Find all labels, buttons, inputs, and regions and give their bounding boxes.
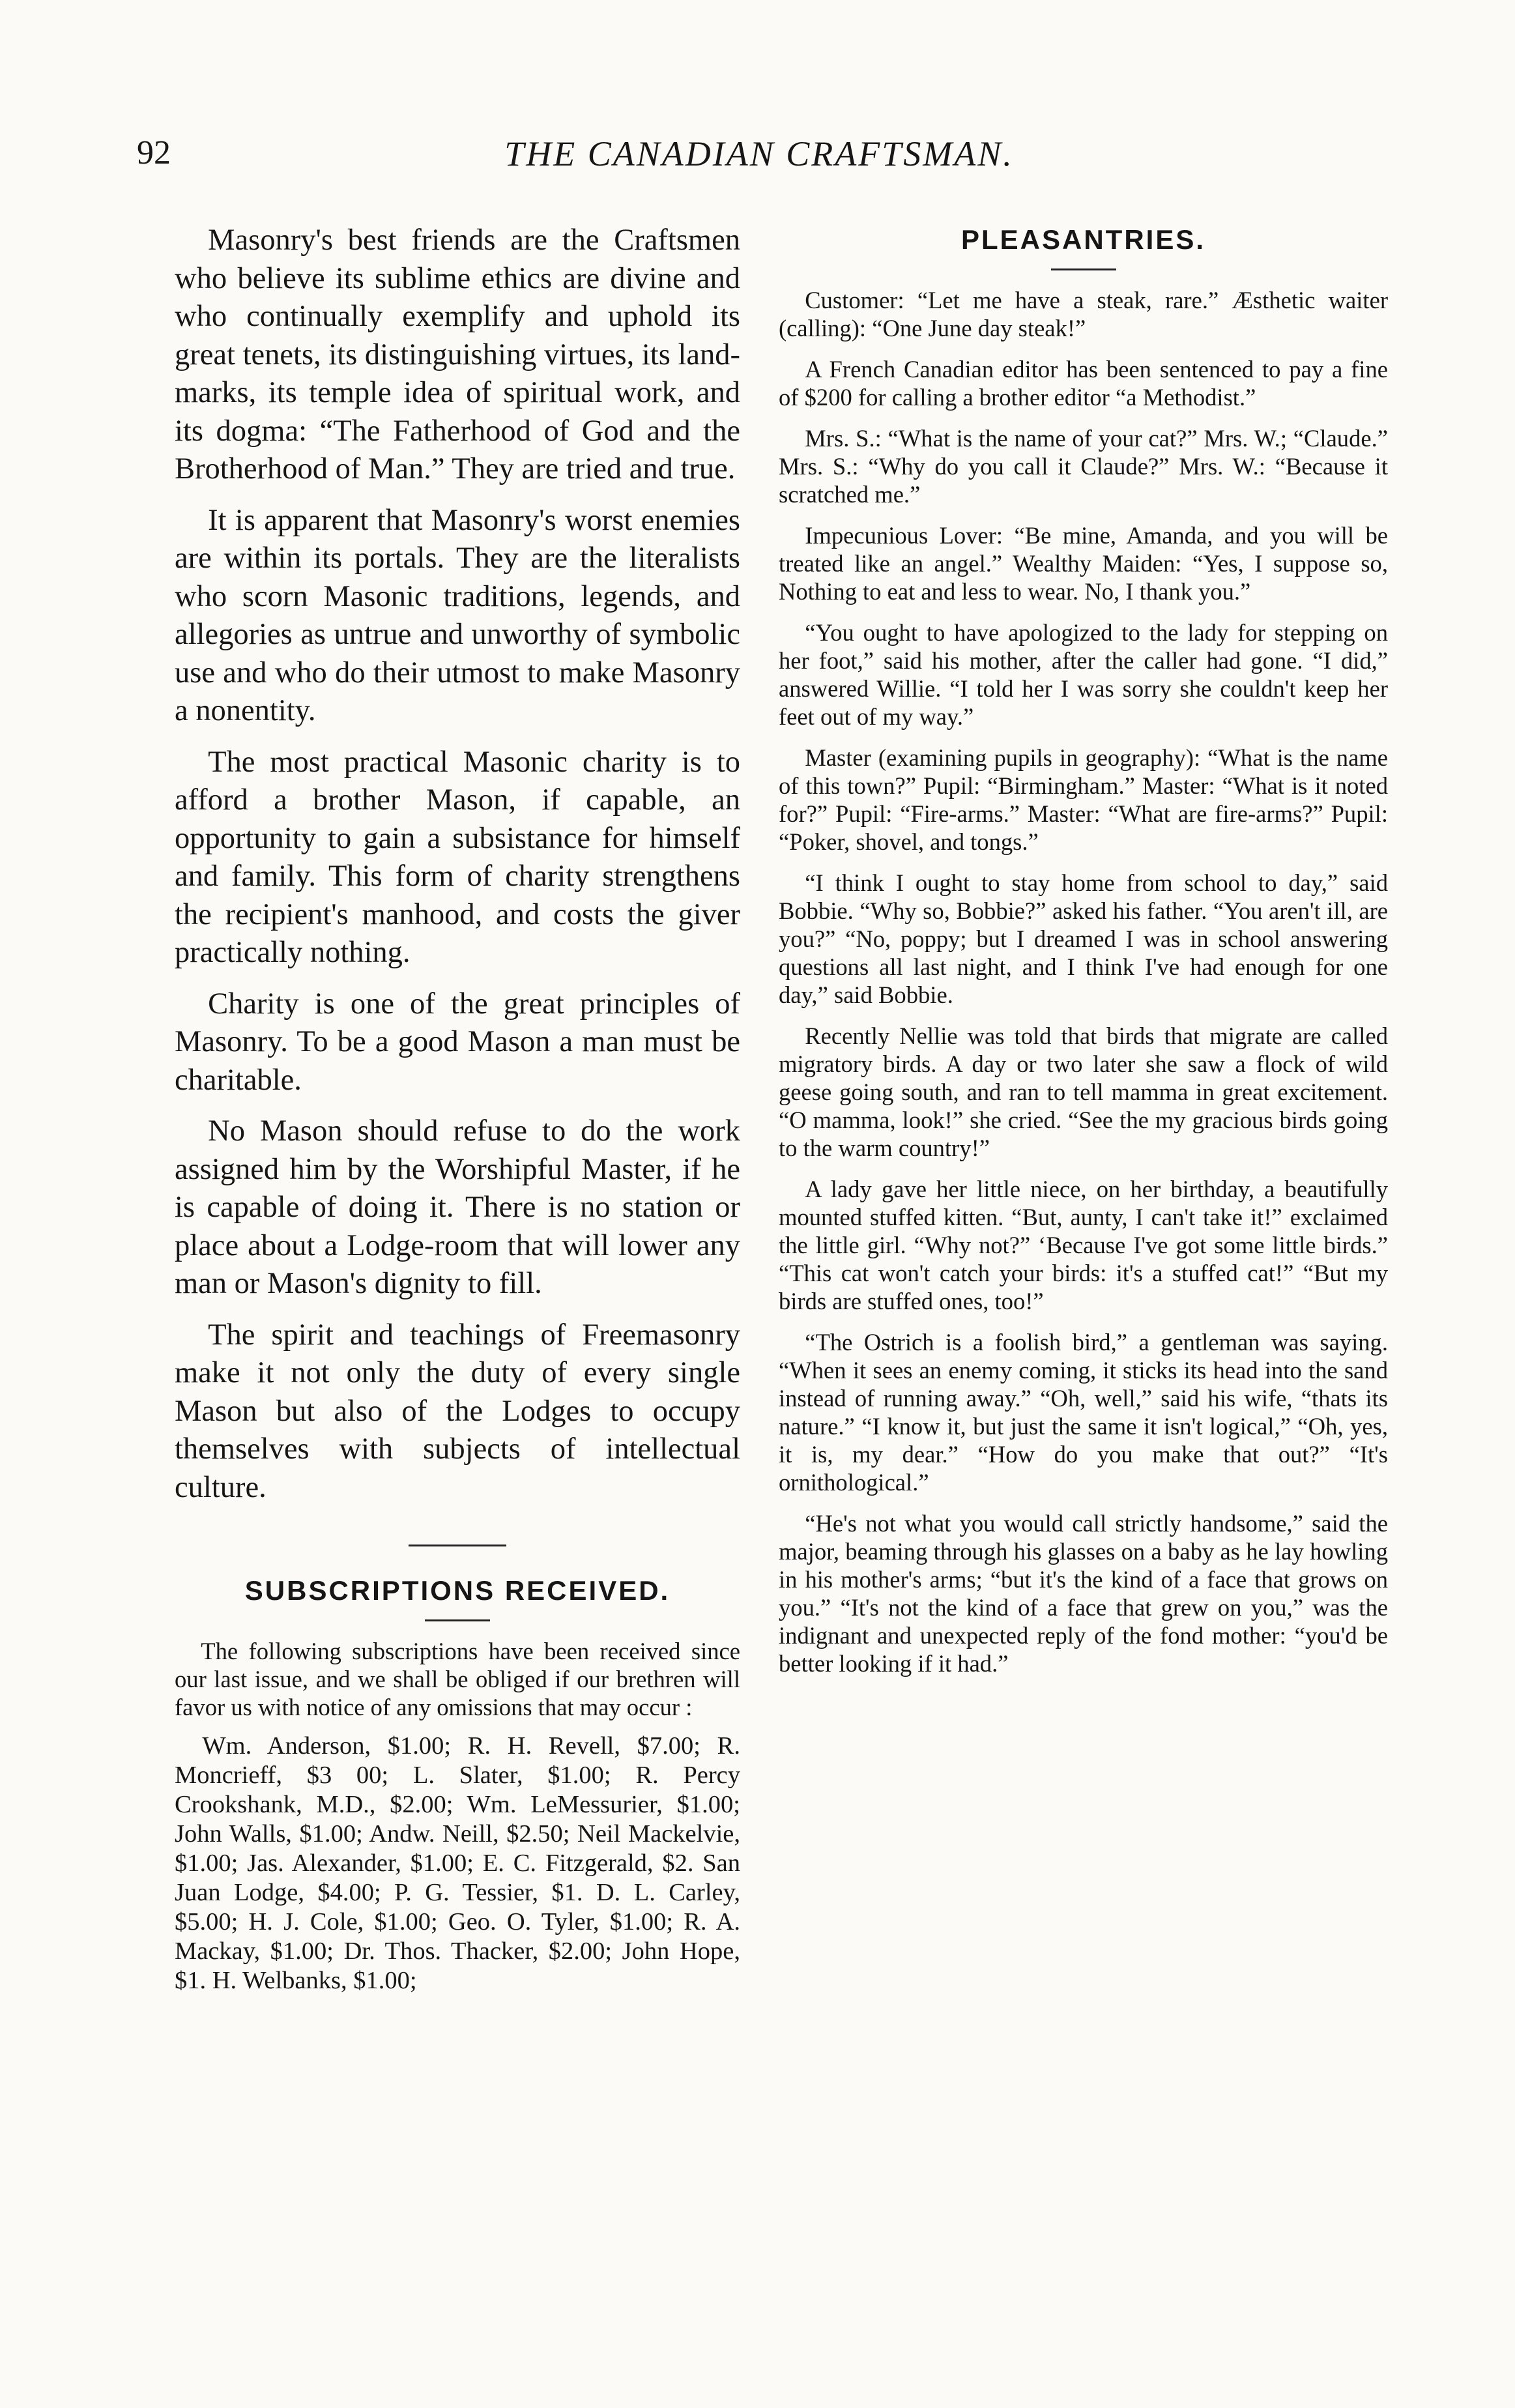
joke-paragraph: “He's not what you would call strictly handsome,” said the major, beaming through his glasses on a baby as he lay howling in his mother's arms; “but it's the kind of a face that grows on you.” “It's not the kind of a face that grew on you,” was the indignant and unexpected reply of the fond mother: “you'd be better looking if it had.”	[779, 1510, 1388, 1677]
body-paragraph: No Mason should refuse to do the work assigned him by the Worshipful Master, if he is capable of doing it. There is no station or place about a Lodge-room that will lower any man or Mason's dignity to fill.	[175, 1114, 740, 1300]
subscriptions-heading: SUBSCRIPTIONS RECEIVED.	[244, 1575, 671, 1606]
joke-paragraph: A lady gave her little niece, on her birthday, a beautifully mounted stuffed kitten. “But, aunty, I can't take it!” exclaimed the little girl. “Why not?” ‘Because I've got some little birds.” “This cat won't catch your birds: it's a stuffed cat!” “But my birds are stuffed ones, too!”	[779, 1176, 1388, 1314]
page-header	[137, 134, 1381, 192]
subscriptions-intro: The following subscriptions have been received since our last issue, and we shall be obliged if our brethren will favor us with notice of any omissions that may occur :	[175, 1638, 740, 1720]
left-column	[175, 222, 740, 2006]
joke-paragraph: Customer: “Let me have a steak, rare.” Æsthetic waiter (calling): “One June day steak!”	[779, 287, 1388, 341]
joke-paragraph: Impecunious Lover: “Be mine, Amanda, and you will be treated like an angel.” Wealthy Maiden: “Yes, I suppose so, Nothing to eat and less to wear. No, I thank you.”	[779, 522, 1388, 605]
body-paragraph: The most practical Masonic charity is to afford a brother Mason, if capable, an opportunity to gain a subsistance for himself and family. This form of charity strengthens the recipient's manhood, and costs the giver practically nothing.	[175, 745, 740, 969]
body-paragraph: Charity is one of the great principles of Masonry. To be a good Mason a man must be charitable.	[175, 987, 740, 1097]
joke-paragraph: “You ought to have apologized to the lady for stepping on her foot,” said his mother, after the caller had gone. “I did,” answered Willie. “I told her I was sorry she couldn't keep her feet out of my way.”	[779, 619, 1388, 730]
joke-paragraph: Mrs. S.: “What is the name of your cat?” Mrs. W.; “Claude.” Mrs. S.: “Why do you call it Claude?” Mrs. W.: “Because it scratched me.”	[779, 425, 1388, 508]
joke-paragraph: Recently Nellie was told that birds that migrate are called migratory birds. A day or two later she saw a flock of wild geese going south, and ran to tell mamma in great excitement. “O mamma, look!” she cried. “See the my gracious birds going to the warm country!”	[779, 1023, 1388, 1161]
running-title: THE CANADIAN CRAFTSMAN.	[504, 134, 1014, 173]
joke-paragraph: A French Canadian editor has been sentenced to pay a fine of $200 for calling a brother editor “a Methodist.”	[779, 356, 1388, 411]
joke-paragraph: “The Ostrich is a foolish bird,” a gentleman was saying. “When it sees an enemy coming, it sticks its head into the sand instead of running away.” “Oh, well,” said his wife, “thats its nature.” “I know it, but just the same it isn't logical,” “Oh, yes, it is, my dear.” “How do you make that out?” “It's ornithological.”	[779, 1329, 1388, 1496]
body-paragraph: It is apparent that Masonry's worst enemies are within its portals. They are the literalists who scorn Masonic traditions, legends, and allegories as untrue and unworthy of symbolic use and who do their utmost to make Masonry a nonentity.	[175, 503, 740, 727]
pleasantries-heading: PLEASANTRIES.	[960, 224, 1206, 255]
subscriptions-list: Wm. Anderson, $1.00; R. H. Revell, $7.00; R. Moncrieff, $3 00; L. Slater, $1.00; R. Percy Crookshank, M.D., $2.00; Wm. LeMessurier, $1.00; John Walls, $1.00; Andw. Neill, $2.50; Neil Mackelvie, $1.00; Jas. Alexander, $1.00; E. C. Fitzgerald, $2. San Juan Lodge, $4.00; P. G. Tessier, $1. D. L. Carley, $5.00; H. J. Cole, $1.00; Geo. O. Tyler, $1.00; R. A. Mackay, $1.00; Dr. Thos. Thacker, $2.00; John Hope, $1. H. Welbanks, $1.00;	[175, 1732, 740, 1994]
heading-underline	[1051, 268, 1116, 270]
joke-paragraph: “I think I ought to stay home from school to day,” said Bobbie. “Why so, Bobbie?” asked his father. “You aren't ill, are you?” “No, poppy; but I dreamed I was in school answering questions all last night, and I think I've had enough for one day,” said Bobbie.	[779, 869, 1388, 1008]
right-column	[779, 222, 1388, 1690]
heading-underline	[425, 1619, 490, 1621]
section-divider	[409, 1545, 506, 1546]
body-paragraph: Masonry's best friends are the Craftsmen who believe its sublime ethics are divine and who continually exemplify and uphold its great tenets, its distinguishing virtues, its land-marks, its temple idea of spiritual work, and its dogma: “The Fatherhood of God and the Brotherhood of Man.” They are tried and true.	[175, 224, 740, 486]
joke-paragraph: Master (examining pupils in geography): “What is the name of this town?” Pupil: “Birmingham.” Master: “What is it noted for?” Pupil: “Fire-arms.” Master: “What are fire-arms?” Pupil: “Poker, shovel, and tongs.”	[779, 744, 1388, 855]
page-number: 92	[137, 134, 171, 171]
body-paragraph: The spirit and teachings of Freemasonry make it not only the duty of every single Mason but also of the Lodges to occupy themselves with subjects of intellectual culture.	[175, 1318, 740, 1504]
